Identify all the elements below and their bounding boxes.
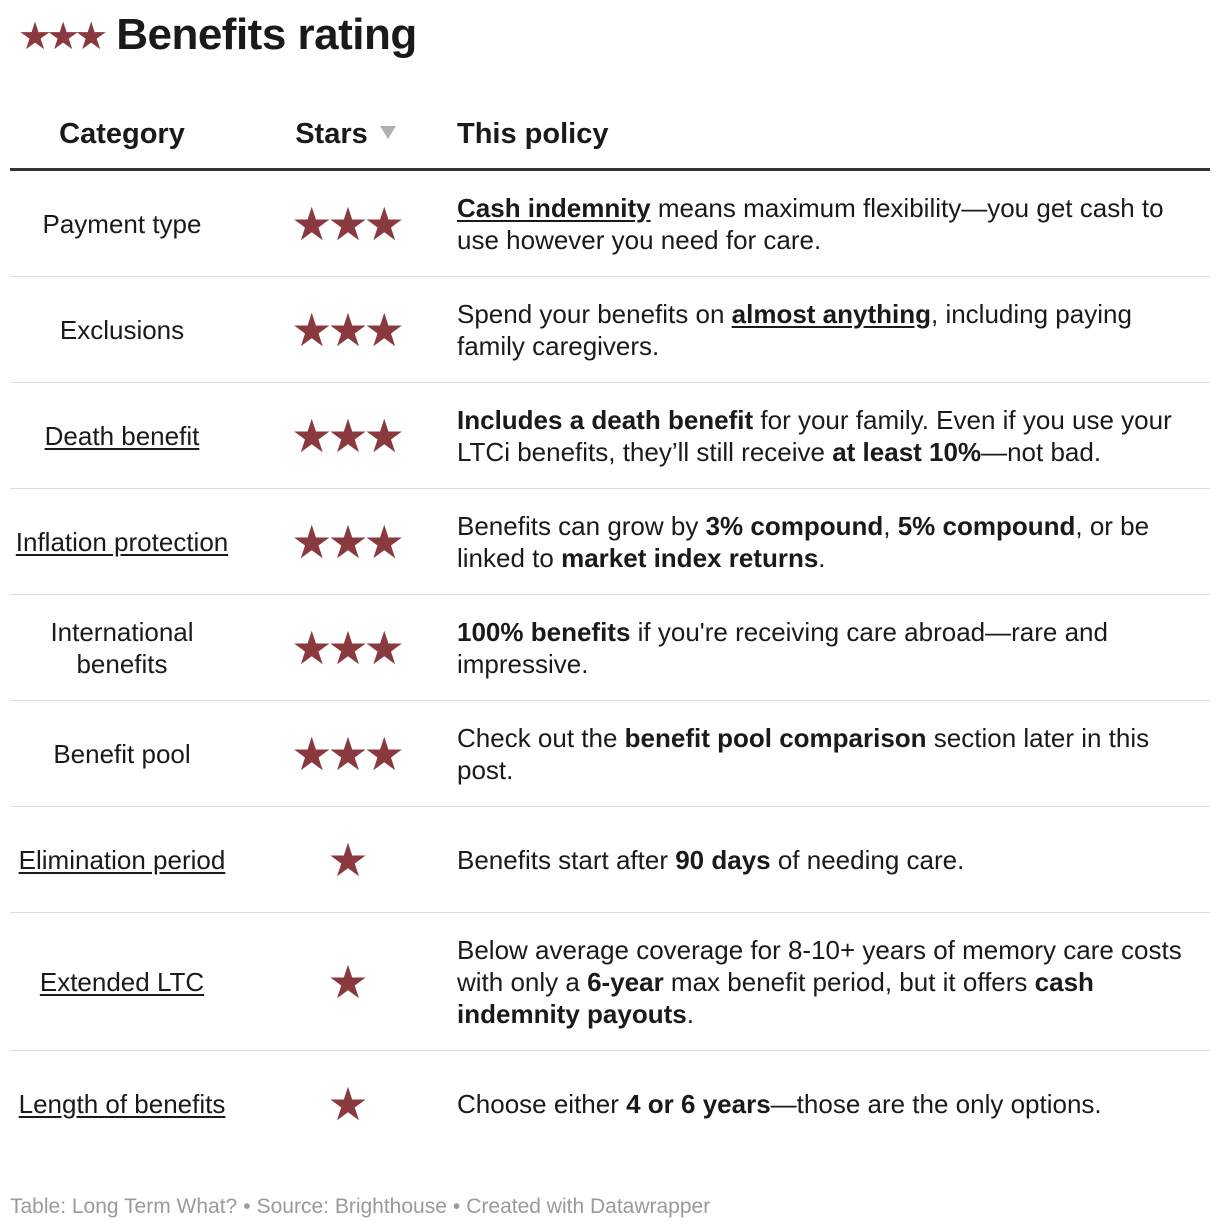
column-header-policy[interactable]: This policy	[457, 100, 1210, 170]
star-rating-icon: ★★★	[234, 383, 457, 489]
policy-description	[457, 170, 1210, 277]
policy-text: if you're receiving care abroad—rare and impressive.	[457, 616, 1108, 679]
policy-text: 3% compound	[705, 510, 884, 541]
policy-text: means maximum flexibility—you get cash to use however you need for care.	[457, 192, 1164, 255]
table-row	[10, 170, 1210, 277]
policy-link[interactable]: Cash indemnity	[457, 192, 651, 223]
star-rating-icon: ★★★	[234, 170, 457, 277]
policy-text: of needing care.	[770, 844, 965, 875]
policy-text: Choose either	[457, 1088, 627, 1119]
table-row	[10, 489, 1210, 595]
category-cell	[10, 489, 234, 595]
category-link[interactable]: Inflation protection	[15, 526, 229, 557]
policy-description	[457, 595, 1210, 701]
star-rating-icon: ★	[234, 913, 457, 1051]
page-title	[18, 10, 417, 60]
category-cell	[10, 277, 234, 383]
category-link[interactable]: Extended LTC	[39, 966, 205, 997]
policy-text: market index returns	[561, 542, 819, 573]
policy-text: Check out the	[457, 722, 625, 753]
category-label: Benefit pool	[53, 738, 191, 769]
column-header-stars[interactable]: Stars	[234, 100, 457, 170]
table-row	[10, 383, 1210, 489]
policy-text: 6-year	[587, 966, 664, 997]
policy-text: 5% compound	[897, 510, 1076, 541]
category-cell	[10, 1051, 234, 1157]
star-rating-icon: ★★★	[234, 489, 457, 595]
footer-created-with[interactable]: Created with Datawrapper	[466, 1195, 711, 1218]
table-row	[10, 277, 1210, 383]
policy-text: 100% benefits	[457, 616, 631, 647]
star-rating-icon: ★★★	[234, 277, 457, 383]
policy-text: 4 or 6 years	[626, 1088, 771, 1119]
policy-text: —not bad.	[981, 436, 1102, 467]
policy-text: , including paying family caregivers.	[457, 298, 1132, 361]
table-row	[10, 701, 1210, 807]
policy-description	[457, 913, 1210, 1051]
footer-source: Source: Brighthouse	[256, 1195, 447, 1218]
sort-descending-icon[interactable]	[380, 126, 396, 139]
policy-text: cash indemnity payouts	[457, 966, 1094, 1029]
policy-description	[457, 1051, 1210, 1157]
category-cell	[10, 701, 234, 807]
table-header-row	[10, 100, 1210, 170]
policy-text: .	[686, 998, 694, 1029]
category-cell	[10, 170, 234, 277]
column-header-category[interactable]: Category	[10, 100, 234, 170]
policy-text: .	[818, 542, 826, 573]
policy-text: Includes a death benefit	[457, 404, 754, 435]
policy-text: , or be linked to	[457, 510, 1150, 573]
category-link[interactable]: Length of benefits	[18, 1088, 226, 1119]
policy-text: Below average coverage for 8-10+ years of memory care costs with only a	[457, 934, 1182, 997]
star-rating-icon: ★★★	[234, 595, 457, 701]
category-link[interactable]: Elimination period	[18, 844, 226, 875]
policy-description	[457, 489, 1210, 595]
category-cell	[10, 383, 234, 489]
star-rating-icon: ★	[327, 1077, 364, 1130]
policy-description	[457, 277, 1210, 383]
policy-description	[457, 383, 1210, 489]
policy-text: —those are the only options.	[770, 1088, 1102, 1119]
title-stars-icon: ★★★	[18, 16, 103, 58]
category-cell	[10, 595, 234, 701]
benefits-table	[10, 100, 1210, 1156]
policy-description	[457, 701, 1210, 807]
policy-text: Benefits can grow by	[457, 510, 706, 541]
policy-text: at least 10%	[832, 436, 982, 467]
policy-text: max benefit period, but it offers	[663, 966, 1035, 997]
footer-table-credit: Table: Long Term What?	[10, 1195, 238, 1218]
category-link[interactable]: Death benefit	[44, 420, 200, 451]
category-label: International benefits	[50, 616, 194, 679]
table-row	[10, 595, 1210, 701]
category-cell	[10, 913, 234, 1051]
footer-credits: Table: Long Term What? • Source: Brighthouse • Created with Datawrapper	[10, 1195, 711, 1218]
star-rating-icon: ★★★	[234, 701, 457, 807]
star-rating-icon: ★	[234, 807, 457, 913]
policy-text: benefit pool comparison	[624, 722, 927, 753]
policy-text: ,	[883, 510, 898, 541]
table-row	[10, 1051, 1210, 1157]
policy-text: section later in this post.	[457, 722, 1150, 785]
policy-text: Benefits start after	[457, 844, 676, 875]
category-cell	[10, 807, 234, 913]
policy-text: 90 days	[675, 844, 771, 875]
title-text: Benefits rating	[116, 10, 417, 59]
policy-text: Spend your benefits on	[457, 298, 732, 329]
policy-link[interactable]: almost anything	[731, 298, 931, 329]
policy-text: for your family. Even if you use your LTCi benefits, they’ll still receive	[457, 404, 1172, 467]
category-label: Exclusions	[59, 314, 185, 345]
policy-description	[457, 807, 1210, 913]
table-row	[10, 807, 1210, 913]
table-row	[10, 913, 1210, 1051]
category-label: Payment type	[42, 208, 202, 239]
